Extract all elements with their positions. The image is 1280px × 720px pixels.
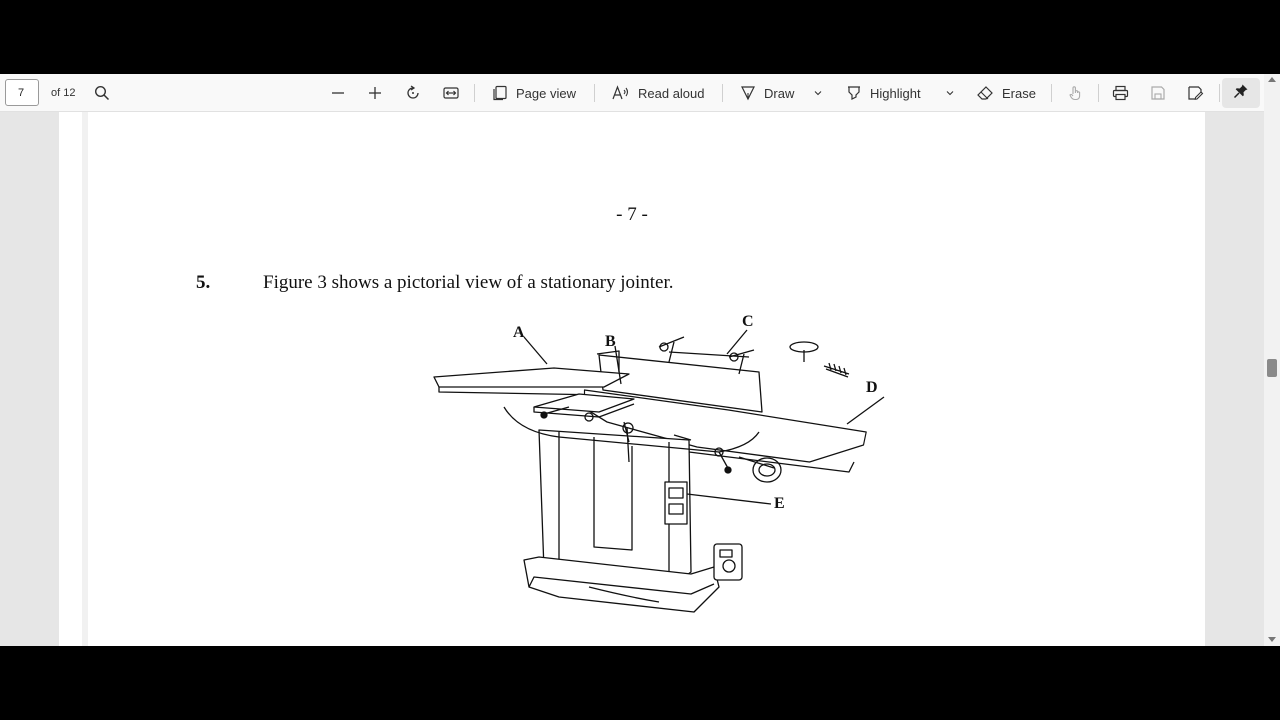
zoom-out-button[interactable] — [331, 74, 345, 112]
pdf-page — [59, 112, 1205, 646]
scroll-up-arrow-icon[interactable] — [1268, 77, 1276, 82]
zoom-out-icon — [331, 86, 345, 100]
toolbar-divider — [594, 84, 595, 102]
page-number-text: - 7 - — [616, 204, 648, 225]
erase-icon — [977, 85, 994, 101]
pin-icon — [1233, 83, 1249, 104]
jointer-drawing — [434, 330, 884, 612]
print-icon — [1112, 85, 1129, 101]
document-viewport — [0, 112, 1280, 646]
figure-label-a: A — [513, 324, 525, 341]
toolbar-divider — [1098, 84, 1099, 102]
toolbar-divider — [1051, 84, 1052, 102]
rotate-button[interactable] — [405, 74, 421, 112]
save-icon — [1150, 85, 1166, 101]
draw-options-dropdown[interactable] — [813, 74, 823, 112]
zoom-in-button[interactable] — [368, 74, 382, 112]
zoom-in-icon — [368, 86, 382, 100]
page-shadow-edge — [82, 112, 88, 646]
fit-width-button[interactable] — [443, 74, 459, 112]
jointer-figure — [429, 312, 878, 646]
page-number-input[interactable]: 7 — [5, 79, 39, 106]
save-as-icon — [1187, 85, 1204, 101]
print-button[interactable] — [1112, 74, 1129, 112]
highlight-options-dropdown[interactable] — [945, 74, 955, 112]
toolbar-divider — [722, 84, 723, 102]
scroll-down-arrow-icon[interactable] — [1268, 637, 1276, 642]
question-text: Figure 3 shows a pictorial view of a stationary jointer. — [263, 272, 674, 293]
bottom-black-bar — [0, 646, 1280, 720]
highlight-icon — [846, 85, 862, 101]
erase-label: Erase — [1002, 85, 1036, 101]
figure-label-c: C — [742, 313, 754, 330]
vertical-scrollbar[interactable] — [1264, 74, 1280, 646]
save-button[interactable] — [1150, 74, 1166, 112]
rotate-icon — [405, 85, 421, 101]
figure-label-b: B — [605, 333, 616, 350]
top-black-bar — [0, 0, 1280, 74]
figure-label-d: D — [866, 379, 878, 396]
question-number: 5. — [196, 272, 211, 293]
chevron-down-icon — [813, 89, 823, 97]
toolbar-divider — [1219, 84, 1220, 102]
draw-icon — [740, 85, 756, 101]
search-button[interactable] — [94, 74, 110, 112]
read-aloud-button[interactable] — [612, 74, 705, 112]
scrollbar-thumb[interactable] — [1267, 359, 1277, 377]
toolbar-divider — [474, 84, 475, 102]
page-total-label: of 12 — [51, 87, 76, 99]
figure-label-e: E — [774, 495, 785, 512]
draw-label: Draw — [764, 85, 795, 101]
pdf-toolbar — [0, 74, 1280, 112]
search-icon — [94, 85, 110, 101]
page-view-button[interactable] — [492, 74, 576, 112]
highlight-label: Highlight — [870, 85, 921, 101]
pin-toolbar-button[interactable] — [1222, 78, 1260, 108]
fit-width-icon — [443, 86, 459, 100]
draw-button[interactable] — [740, 74, 794, 112]
touch-mode-button[interactable] — [1067, 74, 1083, 112]
page-view-icon — [492, 85, 508, 101]
read-aloud-label: Read aloud — [638, 85, 705, 101]
page-view-label: Page view — [516, 85, 576, 101]
save-as-button[interactable] — [1187, 74, 1204, 112]
chevron-down-icon — [945, 89, 955, 97]
erase-button[interactable] — [977, 74, 1036, 112]
read-aloud-icon — [612, 85, 630, 101]
touch-icon — [1067, 85, 1083, 101]
highlight-button[interactable] — [846, 74, 921, 112]
